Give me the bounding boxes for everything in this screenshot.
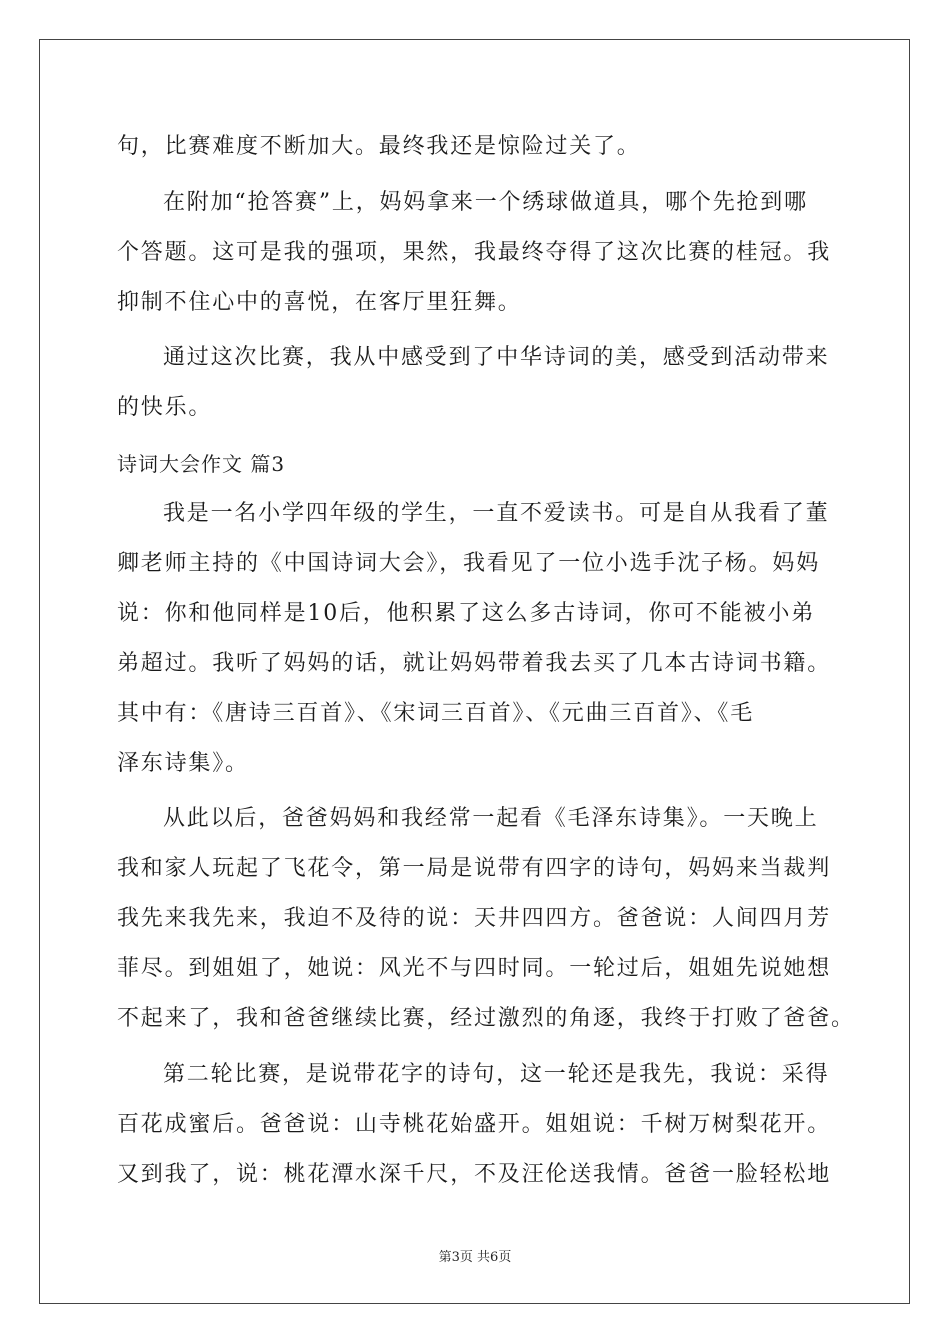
paragraph-line: 不起来了，我和爸爸继续比赛，经过激烈的角逐，我终于打败了爸爸。 xyxy=(117,1006,855,1031)
paragraph-line: 抑制不住心中的喜悦，在客厅里狂舞。 xyxy=(117,289,522,315)
paragraph-line: 的快乐。 xyxy=(117,395,213,420)
paragraph-line: 通过这次比赛，我从中感受到了中华诗词的美，感受到活动带来 xyxy=(163,345,830,370)
section-heading: 诗词大会作文 篇3 xyxy=(117,451,286,476)
paragraph-line: 句，比赛难度不断加大。最终我还是惊险过关了。 xyxy=(117,134,641,159)
paragraph-line: 在附加“抢答赛”上，妈妈拿来一个绣球做道具，哪个先抢到哪 xyxy=(163,189,808,215)
document-body xyxy=(117,122,855,1200)
paragraph-line: 说：你和他同样是10后，他积累了这么多古诗词，你可不能被小弟 xyxy=(117,600,815,626)
paragraph-line: 又到我了，说：桃花潭水深千尺，不及汪伦送我情。爸爸一脸轻松地 xyxy=(117,1161,832,1187)
paragraph-line: 百花成蜜后。爸爸说：山寺桃花始盛开。姐姐说：千树万树梨花开。 xyxy=(117,1111,832,1137)
paragraph-line: 从此以后，爸爸妈妈和我经常一起看《毛泽东诗集》。一天晚上 xyxy=(163,806,819,831)
paragraph-line: 个答题。这可是我的强项，果然，我最终夺得了这次比赛的桂冠。我 xyxy=(117,239,832,265)
paragraph-line: 菲尽。到姐姐了，她说：风光不与四时同。一轮过后，姐姐先说她想 xyxy=(117,956,832,981)
paragraph-line: 第二轮比赛，是说带花字的诗句，这一轮还是我先，我说：采得 xyxy=(163,1061,830,1087)
paragraph-line: 我是一名小学四年级的学生，一直不爱读书。可是自从我看了董 xyxy=(163,500,830,526)
paragraph-line: 卿老师主持的《中国诗词大会》，我看见了一位小选手沈子杨。妈妈 xyxy=(117,550,821,576)
paragraph-line: 泽东诗集》。 xyxy=(117,750,249,776)
paragraph-line: 我先来我先来，我迫不及待的说：天井四四方。爸爸说：人间四月芳 xyxy=(117,906,832,931)
paragraph-line: 弟超过。我听了妈妈的话，就让妈妈带着我去买了几本古诗词书籍。 xyxy=(117,650,832,676)
paragraph-line: 我和家人玩起了飞花令，第一局是说带有四字的诗句，妈妈来当裁判 xyxy=(117,856,832,881)
page-number-footer: 第3页 共6页 xyxy=(438,1250,512,1265)
paragraph-line: 其中有：《唐诗三百首》、《宋词三百首》、《元曲三百首》、《毛 xyxy=(117,700,755,726)
